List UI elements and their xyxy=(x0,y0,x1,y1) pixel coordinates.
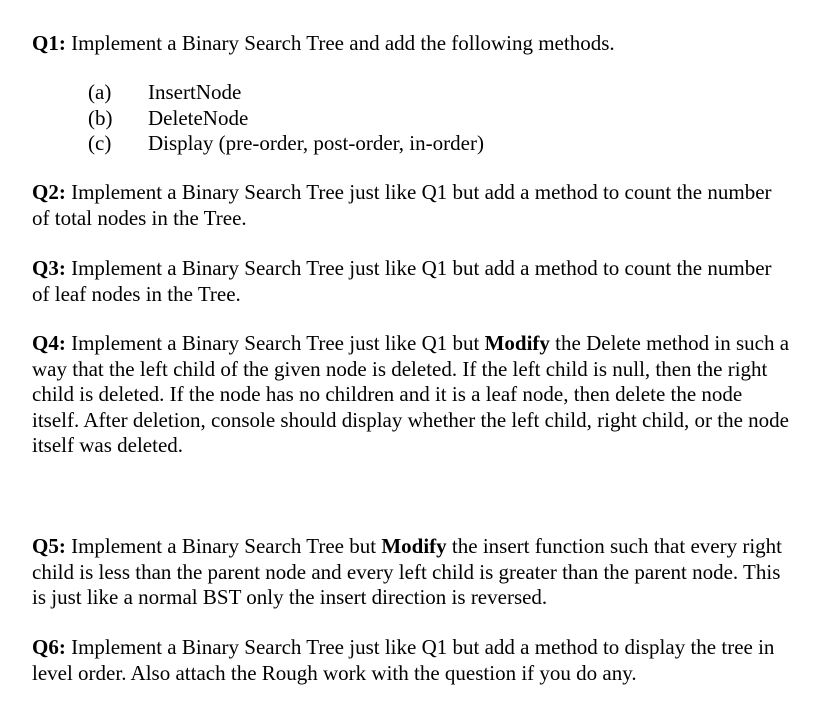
question-text-before: Implement a Binary Search Tree just like Q1 but xyxy=(65,331,485,355)
question-text-after: the Delete method in such a way that the left child of the given node is deleted. If the left child is null, then the right child is deleted. If the node has no children and it is a leaf node, then delete the node itself. After deletion, console should display whether the left child, right child, or the node itself was deleted. xyxy=(32,331,790,457)
question-text-after: the insert function such that every right child is less than the parent node and every left child is greater than the parent node. This is just like a normal BST only the insert direction is reversed. xyxy=(32,534,782,609)
emphasis-modify: Modify xyxy=(381,534,447,558)
emphasis-modify: Modify xyxy=(484,331,550,355)
question-text-before: Implement a Binary Search Tree but xyxy=(65,534,382,558)
question-5 xyxy=(32,534,792,611)
list-item xyxy=(88,80,688,106)
question-3 xyxy=(32,256,792,307)
question-6 xyxy=(32,635,792,686)
question-number: Q6: xyxy=(32,635,66,659)
question-number: Q5: xyxy=(32,534,66,558)
list-item-label: (a) xyxy=(88,80,112,104)
list-item-text: Display (pre-order, post-order, in-order) xyxy=(148,131,484,155)
list-item-label: (b) xyxy=(88,105,113,130)
question-text: Implement a Binary Search Tree just like Q1 but add a method to count the number of total nodes in the Tree. xyxy=(32,180,772,230)
question-number: Q3: xyxy=(32,256,66,280)
question-4 xyxy=(32,331,792,459)
list-item-label: (c) xyxy=(88,131,112,155)
question-number: Q1: xyxy=(32,31,66,55)
method-list xyxy=(88,80,688,157)
question-1 xyxy=(32,31,792,57)
question-text: Implement a Binary Search Tree just like Q1 but add a method to display the tree in level order. Also attach the Rough work with the question if you do any. xyxy=(32,635,775,685)
question-text: Implement a Binary Search Tree and add the following methods. xyxy=(65,31,615,55)
list-item xyxy=(88,106,688,132)
question-2 xyxy=(32,180,792,231)
list-item-text: InsertNode xyxy=(148,80,242,104)
question-text: Implement a Binary Search Tree just like Q1 but add a method to count the number of leaf nodes in the Tree. xyxy=(32,256,772,306)
question-number: Q4: xyxy=(32,331,66,355)
list-item-text: DeleteNode xyxy=(148,105,249,130)
list-item xyxy=(88,131,688,157)
question-number: Q2: xyxy=(32,180,66,204)
